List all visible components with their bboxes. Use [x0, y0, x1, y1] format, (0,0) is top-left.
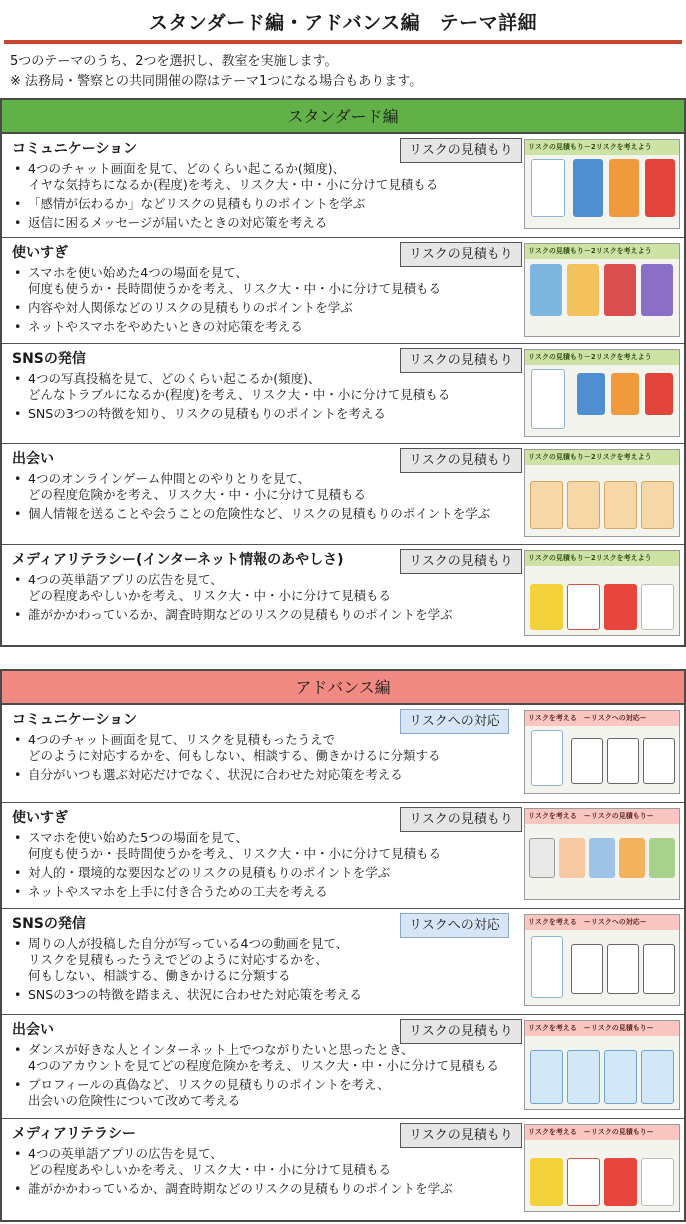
intro-line-1: 5つのテーマのうち、2つを選択し、教室を実施します。: [10, 54, 338, 69]
bullet-item: • ネットやスマホを上手に付き合うための工夫を考える: [10, 884, 520, 900]
bullet-item: • 4つの英単語アプリの広告を見て、 どの程度あやしいかを考え、リスク大・中・小に分けて見積もる: [10, 572, 520, 604]
bullet-item: • スマホを使い始めた5つの場面を見て、 何度も使うか・長時間使うかを考え、リスク大・中・小に分けて見積もる: [10, 830, 520, 862]
worksheet-thumbnail: [524, 139, 680, 229]
bullet-item: • ダンスが好きな人とインターネット上でつながりたいと思ったとき、 4つのアカウントを見てどの程度危険かを考え、リスク大・中・小に分けて見積もる: [10, 1042, 520, 1074]
topic-title: コミュニケーション: [12, 712, 138, 728]
advance-topic-media-literacy: [2, 1119, 684, 1220]
standard-topic-encounters: [2, 444, 684, 545]
bullet-item: • 内容や対人関係などのリスクの見積もりのポイントを学ぶ: [10, 300, 520, 316]
bullet-item: • 4つのオンラインゲーム仲間とのやりとりを見て、 どの程度危険かを考え、リスク大・中・小に分けて見積もる: [10, 471, 520, 503]
advance-section-header: アドバンス編: [2, 671, 684, 705]
standard-topic-sns-posting: [2, 344, 684, 444]
worksheet-thumbnail: [524, 1124, 680, 1212]
topic-title: SNSの発信: [12, 351, 86, 367]
advance-topic-communication: [2, 705, 684, 803]
topic-title: メディアリテラシー(インターネット情報のあやしさ): [12, 552, 344, 568]
topic-bullets: [10, 732, 520, 786]
topic-bullets: [10, 830, 520, 903]
standard-topic-communication: [2, 134, 684, 238]
worksheet-thumbnail: [524, 349, 680, 437]
risk-estimate-badge: リスクの見積もり: [400, 138, 522, 163]
bullet-item: • 「感情が伝わるか」などリスクの見積もりのポイントを学ぶ: [10, 196, 520, 212]
bullet-item: • 4つのチャット画面を見て、リスクを見積もったうえで どのように対応するかを、何もしない、相談する、働きかけるに分類する: [10, 732, 520, 764]
thumbnail-title: リスクを考える ーリスクへの対応ー: [525, 915, 679, 930]
risk-estimate-badge: リスクの見積もり: [400, 348, 522, 373]
topic-bullets: [10, 161, 520, 234]
advance-section: [0, 669, 686, 1222]
risk-response-badge: リスクへの対応: [400, 709, 509, 734]
worksheet-thumbnail: [524, 808, 680, 900]
topic-title: 出会い: [12, 1022, 54, 1038]
risk-estimate-badge: リスクの見積もり: [400, 807, 522, 832]
worksheet-thumbnail: [524, 710, 680, 794]
thumbnail-title: リスクの見積もり－2リスクを考えよう: [525, 450, 679, 465]
bullet-item: • SNSの3つの特徴を知り、リスクの見積もりのポイントを考える: [10, 406, 520, 422]
risk-response-badge: リスクへの対応: [400, 913, 509, 938]
worksheet-thumbnail: [524, 449, 680, 537]
intro-line-2: ※ 法務局・警察との共同開催の際はテーマ1つになる場合もあります。: [10, 74, 423, 89]
bullet-item: • 4つのチャット画面を見て、どのくらい起こるか(頻度)、 イヤな気持ちになるか(程度)を考え、リスク大・中・小に分けて見積もる: [10, 161, 520, 193]
topic-bullets: [10, 572, 520, 626]
bullet-item: • 誰がかかわっているか、調査時期などのリスクの見積もりのポイントを学ぶ: [10, 1181, 520, 1197]
bullet-item: • 誰がかかわっているか、調査時期などのリスクの見積もりのポイントを学ぶ: [10, 607, 520, 623]
thumbnail-title: リスクの見積もり－2リスクを考えよう: [525, 244, 679, 259]
topic-bullets: [10, 265, 520, 338]
topic-title: メディアリテラシー: [12, 1126, 137, 1142]
risk-estimate-badge: リスクの見積もり: [400, 1123, 522, 1148]
topic-title: コミュニケーション: [12, 141, 138, 157]
thumbnail-title: リスクの見積もり－2リスクを考えよう: [525, 350, 679, 365]
thumbnail-title: リスクを考える ーリスクの見積もりー: [525, 1125, 679, 1140]
worksheet-thumbnail: [524, 550, 680, 636]
topic-title: SNSの発信: [12, 916, 86, 932]
bullet-item: • 返信に困るメッセージが届いたときの対応策を考える: [10, 215, 520, 231]
title-rule: [4, 40, 682, 44]
topic-bullets: [10, 1042, 520, 1112]
topic-bullets: [10, 371, 520, 425]
thumbnail-title: リスクの見積もり－2リスクを考えよう: [525, 551, 679, 566]
risk-estimate-badge: リスクの見積もり: [400, 549, 522, 574]
thumbnail-title: リスクの見積もり－2リスクを考えよう: [525, 140, 679, 155]
thumbnail-title: リスクを考える ーリスクの見積もりー: [525, 1021, 679, 1036]
bullet-item: • ネットやスマホをやめたいときの対応策を考える: [10, 319, 520, 335]
risk-estimate-badge: リスクの見積もり: [400, 242, 522, 267]
risk-estimate-badge: リスクの見積もり: [400, 448, 522, 473]
advance-topic-sns-posting: [2, 909, 684, 1015]
standard-section-header: スタンダード編: [2, 100, 684, 134]
page-title: スタンダード編・アドバンス編 テーマ詳細: [148, 12, 538, 34]
bullet-item: • 4つの写真投稿を見て、どのくらい起こるか(頻度)、 どんなトラブルになるか(程度)を考え、リスク大・中・小に分けて見積もる: [10, 371, 520, 403]
worksheet-thumbnail: [524, 1020, 680, 1110]
bullet-item: • スマホを使い始めた4つの場面を見て、 何度も使うか・長時間使うかを考え、リスク大・中・小に分けて見積もる: [10, 265, 520, 297]
worksheet-thumbnail: [524, 243, 680, 337]
topic-bullets: [10, 1146, 520, 1200]
intro-text: [10, 52, 422, 92]
topic-title: 使いすぎ: [12, 810, 68, 826]
topic-title: 使いすぎ: [12, 245, 68, 261]
bullet-item: • 対人的・環境的な要因などのリスクの見積もりのポイントを学ぶ: [10, 865, 520, 881]
thumbnail-title: リスクを考える ーリスクの見積もりー: [525, 809, 679, 824]
bullet-item: • 4つの英単語アプリの広告を見て、 どの程度あやしいかを考え、リスク大・中・小に分けて見積もる: [10, 1146, 520, 1178]
thumbnail-title: リスクを考える ーリスクへの対応ー: [525, 711, 679, 726]
topic-bullets: [10, 936, 520, 1006]
bullet-item: • 個人情報を送ることや会うことの危険性など、リスクの見積もりのポイントを学ぶ: [10, 506, 520, 522]
advance-topic-encounters: [2, 1015, 684, 1119]
risk-estimate-badge: リスクの見積もり: [400, 1019, 522, 1044]
bullet-item: • 周りの人が投稿した自分が写っている4つの動画を見て、 リスクを見積もったうえでどのように対応するかを、 何もしない、相談する、働きかけるに分類する: [10, 936, 520, 984]
standard-section: [0, 98, 686, 647]
standard-topic-overuse: [2, 238, 684, 344]
bullet-item: • SNSの3つの特徴を踏まえ、状況に合わせた対応策を考える: [10, 987, 520, 1003]
worksheet-thumbnail: [524, 914, 680, 1006]
topic-title: 出会い: [12, 451, 54, 467]
topic-bullets: [10, 471, 520, 525]
advance-topic-overuse: [2, 803, 684, 909]
bullet-item: • 自分がいつも選ぶ対応だけでなく、状況に合わせた対応策を考える: [10, 767, 520, 783]
bullet-item: • プロフィールの真偽など、リスクの見積もりのポイントを考え、 出会いの危険性について改めて考える: [10, 1077, 520, 1109]
standard-topic-media-literacy: [2, 545, 684, 645]
